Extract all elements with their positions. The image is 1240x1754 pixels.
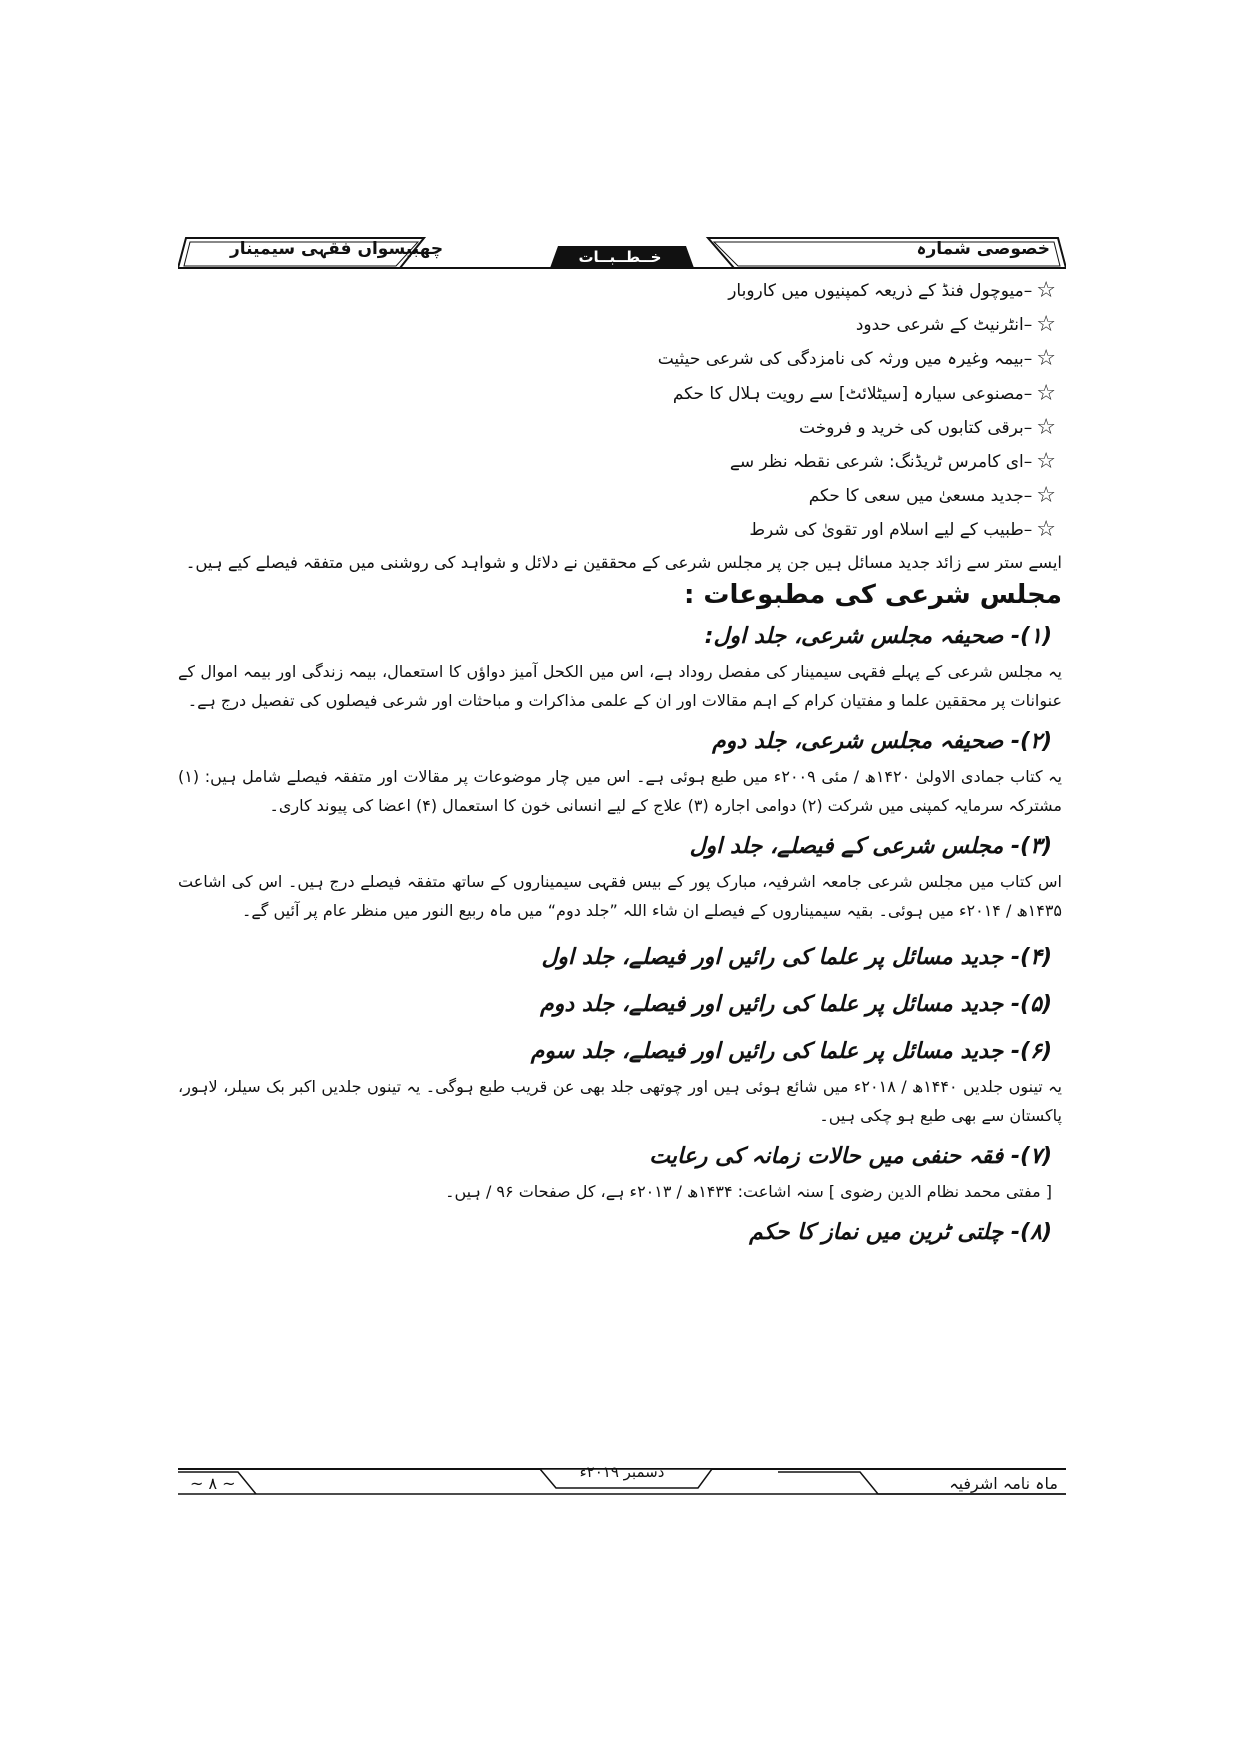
publication-description-6: یہ تینوں جلدیں ۱۴۴۰ھ / ۲۰۱۸ء میں شائع ہوئی ہیں اور چوتھی جلد بھی عن قریب طبع ہوگی۔ یہ تینوں جلدیں اکبر بک سیلر، لاہور، پاکستان سے بھی طبع ہو چکی ہیں۔	[178, 1076, 1062, 1125]
list-item: ☆–ای کامرس ٹریڈنگ: شرعی نقطہ نظر سے	[729, 448, 1056, 474]
footer-magazine-name: ماہ نامہ اشرفیہ	[949, 1474, 1058, 1493]
intro-paragraph: ایسے ستر سے زائد جدید مسائل ہیں جن پر مجلس شرعی کے محققین نے دلائل و شواہد کی روشنی میں متفقہ فیصلے کیے ہیں۔	[185, 552, 1062, 572]
list-item: ☆–انٹرنیٹ کے شرعی حدود	[855, 312, 1056, 338]
publication-description-7: [ مفتی محمد نظام الدین رضوی ] سنہ اشاعت: ۱۴۳۴ھ / ۲۰۱۳ء ہے، کل صفحات ۹۶ / ہیں۔	[445, 1181, 1052, 1201]
publication-title-8: (۸)- چلتی ٹرین میں نماز کا حکم	[749, 1219, 1052, 1245]
article-body	[178, 274, 1062, 1253]
publication-title-7: (۷)- فقہ حنفی میں حالات زمانہ کی رعایت	[649, 1143, 1052, 1169]
publication-title-1: (۱)- صحیفہ مجلس شرعی، جلد اول:	[704, 623, 1052, 649]
star-icon: ☆	[1036, 448, 1056, 474]
list-item: ☆–برقی کتابوں کی خرید و فروخت	[799, 414, 1056, 440]
star-icon: ☆	[1036, 517, 1056, 543]
star-icon: ☆	[1036, 380, 1056, 406]
publication-description-2: یہ کتاب جمادی الاولیٰ ۱۴۲۰ھ / مئی ۲۰۰۹ء میں طبع ہوئی ہے۔ اس میں چار موضوعات پر مقالات اور متفقہ فیصلے شامل ہیں: (۱) مشترکہ سرمایہ کمپنی میں شرکت (۲) دوامی اجارہ (۳) علاج کے لیے انسانی خون کا استعمال (۴) اعضا کی پیوند کاری۔	[178, 766, 1063, 815]
list-item: ☆–میوچول فنڈ کے ذریعہ کمپنیوں میں کاروبار	[728, 278, 1056, 303]
publication-title-5: (۵)- جدید مسائل پر علما کی رائیں اور فیصلے، جلد دوم	[540, 991, 1052, 1017]
star-icon: ☆	[1036, 278, 1056, 303]
publication-title-6: (۶)- جدید مسائل پر علما کی رائیں اور فیصلے، جلد سوم	[530, 1038, 1052, 1064]
publication-description-1: یہ مجلس شرعی کے پہلے فقہی سیمینار کی مفصل روداد ہے، اس میں الکحل آمیز دواؤں کا استعمال، بیمہ زندگی اور بیمہ اموال کے عنوانات پر محققین علما و مفتیان کرام کے اہم مقالات اور ان کے علمی مذاکرات و مباحثات اور شرعی فیصلوں کی تفصیل درج ہے۔	[178, 661, 1062, 710]
header-seminar-label: چھبیسواں فقہی سیمینار	[230, 239, 444, 259]
star-icon: ☆	[1036, 483, 1056, 509]
publication-title-3: (۳)- مجلس شرعی کے فیصلے، جلد اول	[689, 833, 1052, 859]
star-icon: ☆	[1036, 312, 1056, 338]
topic-list	[178, 274, 1062, 548]
list-item: ☆–بیمہ وغیرہ میں ورثہ کی نامزدگی کی شرعی حیثیت	[657, 346, 1056, 372]
page-number: ~ ۸ ~	[190, 1474, 236, 1493]
publication-title-4: (۴)- جدید مسائل پر علما کی رائیں اور فیصلے، جلد اول	[541, 944, 1052, 970]
section-title: مجلس شرعی کی مطبوعات :	[683, 579, 1062, 610]
list-item: ☆–مصنوعی سیارہ [سیٹلائٹ] سے رویت ہلال کا حکم	[672, 380, 1056, 406]
star-icon: ☆	[1036, 414, 1056, 440]
list-item: ☆–جدید مسعیٰ میں سعی کا حکم	[808, 483, 1056, 509]
publication-title-2: (۲)- صحیفہ مجلس شرعی، جلد دوم	[712, 728, 1052, 754]
publication-description-3: اس کتاب میں مجلس شرعی جامعہ اشرفیہ، مبارک پور کے بیس فقہی سیمیناروں کے ساتھ متفقہ فیصلے درج ہیں۔ اس کی اشاعت ۱۴۳۵ھ / ۲۰۱۴ء میں ہوئی۔ بقیہ سیمیناروں کے فیصلے ان شاء اللہ ”جلد دوم“ میں ماہ ربیع النور میں منظر عام پر آئیں گے۔	[178, 871, 1062, 920]
star-icon: ☆	[1036, 346, 1056, 372]
header-section-label: خــطــبــات	[578, 248, 662, 266]
list-item: ☆–طبیب کے لیے اسلام اور تقویٰ کی شرط	[749, 517, 1056, 543]
footer-date: دسمبر ۲۰۱۹ء	[579, 1463, 665, 1481]
header-issue-label: خصوصی شمارہ	[916, 239, 1050, 259]
